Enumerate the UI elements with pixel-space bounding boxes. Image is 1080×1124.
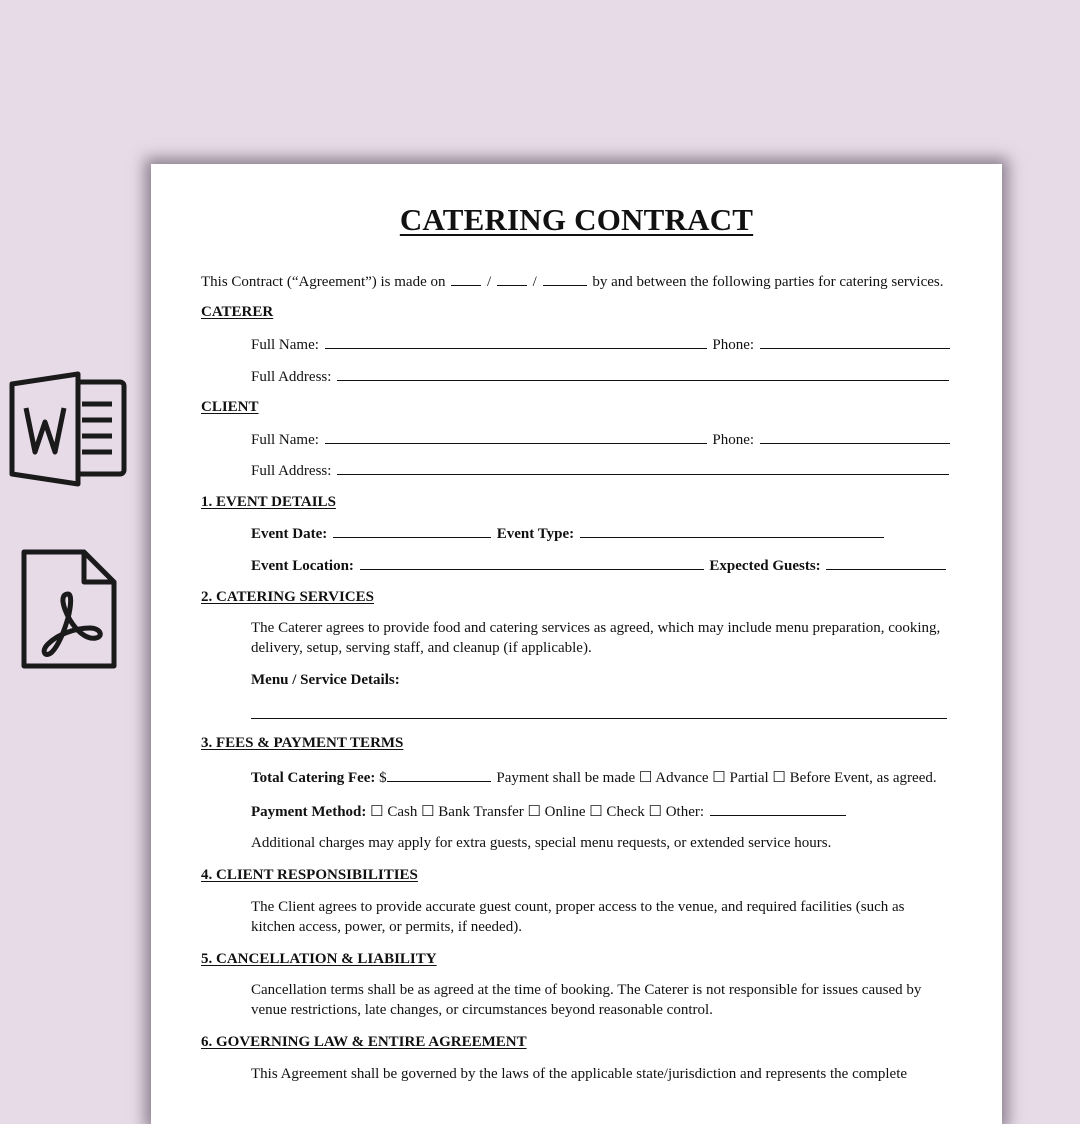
total-fee-row bbox=[251, 767, 937, 788]
expected-guests-field[interactable] bbox=[826, 555, 946, 570]
client-name-row bbox=[251, 429, 952, 450]
payment-method-options[interactable]: ☐ Cash ☐ Bank Transfer ☐ Online ☐ Check ☐ Other: bbox=[370, 804, 705, 820]
event-date-field[interactable] bbox=[333, 523, 491, 538]
payment-method-label: Payment Method: bbox=[251, 804, 367, 820]
month-blank[interactable] bbox=[497, 271, 527, 286]
other-method-field[interactable] bbox=[710, 801, 846, 816]
payment-timing-options[interactable]: Payment shall be made ☐ Advance ☐ Partial ☐ Before Event, as agreed. bbox=[496, 770, 937, 786]
document-title: CATERING CONTRACT bbox=[399, 202, 754, 237]
event-type-field[interactable] bbox=[580, 523, 884, 538]
governing-law-paragraph: This Agreement shall be governed by the laws of the applicable state/jurisdiction and represents the complete bbox=[251, 1066, 908, 1082]
date-separator: / bbox=[487, 274, 492, 290]
intro-line bbox=[201, 271, 943, 292]
additional-charges-text: Additional charges may apply for extra guests, special menu requests, or extended service hours. bbox=[251, 835, 832, 851]
menu-details-row bbox=[251, 704, 947, 725]
catering-services-heading: 2. CATERING SERVICES bbox=[201, 589, 374, 605]
menu-details-field[interactable] bbox=[251, 704, 947, 719]
client-address-field[interactable] bbox=[337, 460, 949, 475]
intro-suffix: by and between the following parties for catering services. bbox=[592, 274, 944, 290]
full-name-label: Full Name: bbox=[251, 432, 319, 448]
phone-label: Phone: bbox=[712, 432, 755, 448]
services-paragraph: The Caterer agrees to provide food and catering services as agreed, which may include menu preparation, cooking, delivery, setup, serving staff, and cleanup (if applicable). bbox=[251, 620, 941, 656]
menu-details-label: Menu / Service Details: bbox=[251, 672, 400, 688]
client-name-field[interactable] bbox=[325, 429, 707, 444]
event-location-row bbox=[251, 555, 948, 576]
payment-method-row bbox=[251, 801, 848, 822]
pdf-doc-icon bbox=[20, 548, 118, 670]
fees-heading: 3. FEES & PAYMENT TERMS bbox=[201, 735, 404, 751]
currency-symbol: $ bbox=[379, 770, 387, 786]
full-name-label: Full Name: bbox=[251, 337, 319, 353]
full-address-label: Full Address: bbox=[251, 369, 332, 385]
caterer-address-row bbox=[251, 366, 951, 387]
client-phone-field[interactable] bbox=[760, 429, 950, 444]
caterer-name-field[interactable] bbox=[325, 334, 707, 349]
intro-prefix: This Contract (“Agreement”) is made on bbox=[201, 274, 446, 290]
word-doc-icon bbox=[8, 370, 128, 488]
client-responsibilities-heading: 4. CLIENT RESPONSIBILITIES bbox=[201, 867, 418, 883]
event-date-row bbox=[251, 523, 886, 544]
expected-guests-label: Expected Guests: bbox=[709, 558, 821, 574]
client-address-row bbox=[251, 460, 951, 481]
day-blank[interactable] bbox=[451, 271, 481, 286]
event-details-heading: 1. EVENT DETAILS bbox=[201, 494, 336, 510]
total-fee-field[interactable] bbox=[387, 767, 491, 782]
event-location-label: Event Location: bbox=[251, 558, 354, 574]
caterer-heading: CATERER bbox=[201, 304, 274, 320]
cancellation-paragraph: Cancellation terms shall be as agreed at the time of booking. The Caterer is not responsible for issues caused by venue restrictions, late changes, or circumstances beyond reasonable control. bbox=[251, 982, 922, 1018]
client-heading: CLIENT bbox=[201, 399, 259, 415]
caterer-name-row bbox=[251, 334, 952, 355]
governing-law-heading: 6. GOVERNING LAW & ENTIRE AGREEMENT bbox=[201, 1034, 527, 1050]
phone-label: Phone: bbox=[712, 337, 755, 353]
contract-page bbox=[151, 164, 1002, 1124]
cancellation-heading: 5. CANCELLATION & LIABILITY bbox=[201, 951, 437, 967]
caterer-phone-field[interactable] bbox=[760, 334, 950, 349]
total-fee-label: Total Catering Fee: bbox=[251, 770, 376, 786]
date-separator: / bbox=[532, 274, 537, 290]
responsibilities-paragraph: The Client agrees to provide accurate guest count, proper access to the venue, and required facilities (such as kitchen access, power, or permits, if needed). bbox=[251, 899, 905, 935]
event-type-label: Event Type: bbox=[496, 526, 575, 542]
caterer-address-field[interactable] bbox=[337, 366, 949, 381]
full-address-label: Full Address: bbox=[251, 463, 332, 479]
year-blank[interactable] bbox=[543, 271, 587, 286]
event-location-field[interactable] bbox=[360, 555, 704, 570]
event-date-label: Event Date: bbox=[251, 526, 328, 542]
